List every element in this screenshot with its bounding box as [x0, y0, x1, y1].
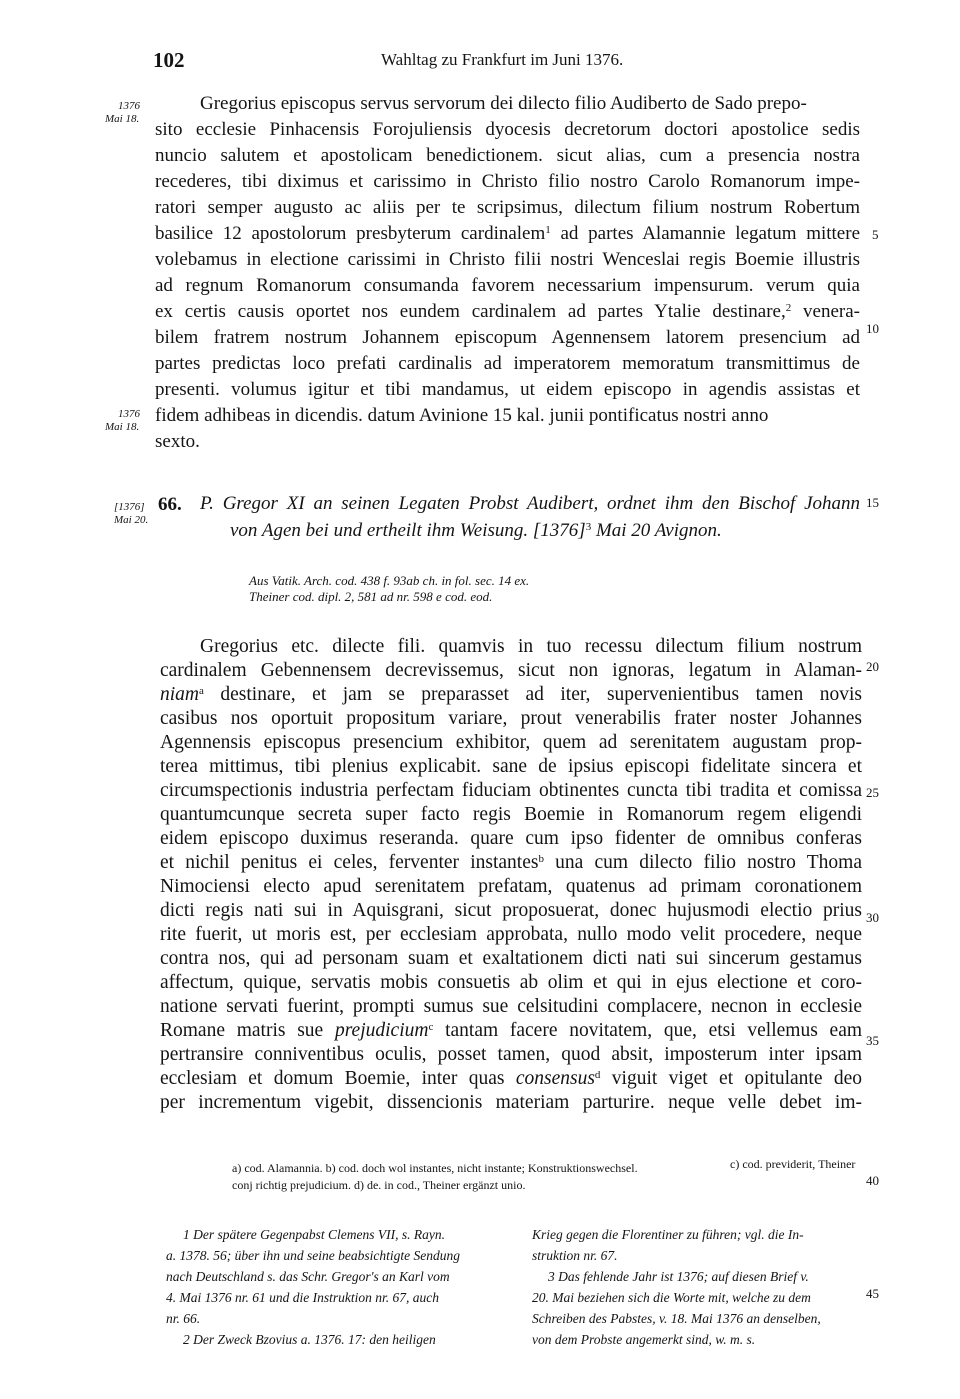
text-line: volebamus in electione carissimi in Christo filii nostri Wenceslai regis Boemie illustris [155, 249, 860, 270]
text-line: ratori semper augusto ac aliis per te scripsimus, dilectum filium nostrum Robertum [155, 197, 860, 218]
source-note: Theiner cod. dipl. 2, 581 ad nr. 598 e cod. eod. [249, 589, 493, 604]
text-line: per incrementum vigebit, dissencionis materiam parturire. neque velle debet im- [160, 1092, 862, 1113]
text-run: niam [160, 684, 199, 705]
margin-date: Mai 18. [105, 113, 140, 125]
text-run: et nichil penitus ei celes, ferventer instantes [160, 852, 539, 873]
text-line: presenti. volumus igitur et tibi mandamus, ut eidem episcopo in agendis assistas et [155, 379, 860, 400]
text-line: contra nos, qui ad personam suam et exaltationem dicti nati sui sincerum gestamus [160, 948, 862, 969]
text-run: prejudicium [334, 1020, 429, 1041]
apparatus-line: c) cod. previderit, Theiner [730, 1157, 856, 1171]
apparatus-line: a) cod. Alamannia. b) cod. doch wol instantes, nicht instante; Konstruktionswechsel. [232, 1161, 638, 1175]
footnote-line: Krieg gegen die Florentiner zu führen; vgl. die In- [532, 1227, 804, 1242]
text-line: recederes, tibi diximus et carissimo in Christo filio nostro Carolo Romanorum impe- [155, 171, 860, 192]
document-title [230, 520, 722, 542]
text-line: Nimociensi electo apud serenitatem prefatam, quatenus ad primam coronationem [160, 876, 862, 897]
text-run: ex certis causis oportet nos eundem cardinalem ad partes Ytalie destinare, [155, 301, 786, 322]
text-line [160, 1019, 862, 1043]
margin-date: Mai 18. [105, 421, 140, 433]
text-line: sexto. [155, 431, 200, 452]
footnote-ref: 1 [545, 224, 551, 236]
text-line [160, 683, 862, 707]
text-line: Gregorius episcopus servus servorum dei dilecto filio Audiberto de Sado prepo- [200, 93, 807, 114]
text-line: eidem episcopo duximus reseranda. quare cum ipso fidenter de omnibus conferas [160, 828, 862, 849]
document-number: 66. [158, 494, 182, 515]
margin-year: 1376 [118, 408, 140, 420]
text-run: viguit viget et opitulante deo [600, 1068, 863, 1089]
title-run: von Agen bei und ertheilt ihm Weisung. [1376] [230, 520, 586, 541]
text-run: Romane matris sue [160, 1020, 335, 1041]
text-line: dicti regis nati sui in Aquisgrani, sicut proposuerat, donec hujusmodi electio prius [160, 900, 862, 921]
apparatus-ref: c [428, 1021, 434, 1033]
margin-year: [1376] [114, 501, 145, 513]
footnote-line: 2 Der Zweck Bzovius a. 1376. 17: den heiligen [183, 1332, 436, 1347]
footnote-line: Schreiben des Pabstes, v. 18. Mai 1376 an denselben, [532, 1311, 821, 1326]
running-title: Wahltag zu Frankfurt im Juni 1376. [381, 50, 624, 69]
footnote-ref: 3 [585, 521, 592, 533]
text-line: casibus nos oportuit propositum variare, prout venerabilis frater noster Johannes [160, 708, 862, 729]
margin-year: 1376 [118, 100, 140, 112]
text-line: affectum, quique, servatis mobis consuetis ab olim et qui in ejus electione et coro- [160, 972, 862, 993]
apparatus-ref: a [199, 685, 204, 697]
footnote-line: nach Deutschland s. das Schr. Gregor's an Karl vom [166, 1269, 450, 1284]
line-number: 15 [866, 495, 879, 510]
text-run: destinare, et jam se preparasset ad iter, supervenientibus tamen novis [203, 684, 862, 705]
text-run: venera- [791, 301, 860, 322]
line-number: 5 [872, 227, 879, 242]
footnote-line: von dem Probste angemerkt sind, w. m. s. [532, 1332, 756, 1347]
footnote-ref: 2 [785, 302, 792, 314]
line-number: 10 [866, 321, 879, 336]
text-run: basilice 12 apostolorum presbyterum cardinalem [155, 223, 546, 244]
line-number: 30 [866, 910, 879, 925]
text-line: bilem fratrem nostrum Johannem episcopum Agennensem latorem presencium ad [155, 327, 860, 348]
footnote-line: 20. Mai beziehen sich die Worte mit, welche zu dem [532, 1290, 811, 1305]
text-line: Gregorius etc. dilecte fili. quamvis in tuo recessu dilectum filium nostrum [200, 636, 862, 657]
text-line: partes predictas loco prefati cardinalis ad imperatorem memoratum transmittimus de [155, 353, 860, 374]
footnote-line: nr. 66. [166, 1311, 201, 1326]
text-run: ecclesiam et domum Boemie, inter quas [160, 1068, 516, 1089]
text-line: quantumcunque secreta super facto regis Boemie in Romanorum regem eligendi [160, 804, 862, 825]
text-run: ad partes Alamannie legatum mittere [550, 223, 861, 244]
text-line: rite fuerit, ut moris est, per ecclesiam approbata, nullo modo velit procedere, neque [160, 924, 862, 945]
line-number: 40 [866, 1173, 879, 1188]
text-line: terea mittimus, tibi plenius explicabit. sane de ipsius episcopi fidelitate sincera et [160, 756, 862, 777]
footnote-line: 3 Das fehlende Jahr ist 1376; auf diesen Brief v. [548, 1269, 809, 1284]
text-line [155, 222, 860, 246]
footnote-line: 1 Der spätere Gegenpabst Clemens VII, s. Rayn. [183, 1227, 445, 1242]
text-line: cardinalem Gebennensem decrevissemus, sicut non ignoras, legatum in Alaman- [160, 660, 862, 681]
footnote-line: 4. Mai 1376 nr. 61 und die Instruktion nr. 67, auch [166, 1290, 439, 1305]
text-line: ad regnum Romanorum consumanda favorem necessarium impensurum. verum quia [155, 275, 860, 296]
text-line [160, 1067, 862, 1091]
source-note: Aus Vatik. Arch. cod. 438 f. 93ab ch. in fol. sec. 14 ex. [249, 573, 530, 588]
line-number: 35 [866, 1033, 879, 1048]
margin-date: Mai 20. [114, 514, 149, 526]
text-line: natione servati fuerint, prompti sumus sue celsitudini complacere, necnon in ecclesie [160, 996, 862, 1017]
text-line: circumspectionis industria perfectam fiduciam obtinentes cuncta tibi tradita et comissa [160, 780, 862, 801]
line-number: 25 [866, 785, 879, 800]
text-line: Agennensis episcopus presencium exhibitor, quem ad serenitatem augustam prop- [160, 732, 862, 753]
line-number: 45 [866, 1286, 879, 1301]
footnote-line: a. 1378. 56; über ihn und seine beabsichtigte Sendung [166, 1248, 460, 1263]
text-line: fidem adhibeas in dicendis. datum Avinione 15 kal. junii pontificatus nostri anno [155, 405, 769, 426]
text-line: sito ecclesie Pinhacensis Forojuliensis dyocesis decretorum doctori apostolice sedis [155, 119, 860, 140]
footnote-line: struktion nr. 67. [532, 1248, 618, 1263]
text-run: una cum dilecto filio nostro Thoma [543, 852, 862, 873]
text-line [160, 851, 862, 875]
text-run: consensus [515, 1068, 595, 1089]
text-line: nuncio salutem et apostolicam benedictionem. sicut alias, cum a presencia nostra [155, 145, 860, 166]
text-line: pertransire conniventibus oculis, posset tamen, quod absit, imposterum inter ipsam [160, 1044, 862, 1065]
text-line [155, 300, 860, 324]
apparatus-ref: d [594, 1069, 601, 1081]
apparatus-line: conj richtig prejudicium. d) de. in cod., Theiner ergänzt unio. [232, 1178, 526, 1192]
line-number: 20 [866, 659, 879, 674]
apparatus-ref: b [538, 853, 544, 865]
title-run: Mai 20 Avignon. [591, 520, 722, 541]
page-number: 102 [153, 48, 185, 72]
text-run: tantam facere novitatem, que, etsi vellemus eam [433, 1020, 863, 1041]
document-title: P. Gregor XI an seinen Legaten Probst Audibert, ordnet ihm den Bischof Johann [200, 493, 860, 514]
